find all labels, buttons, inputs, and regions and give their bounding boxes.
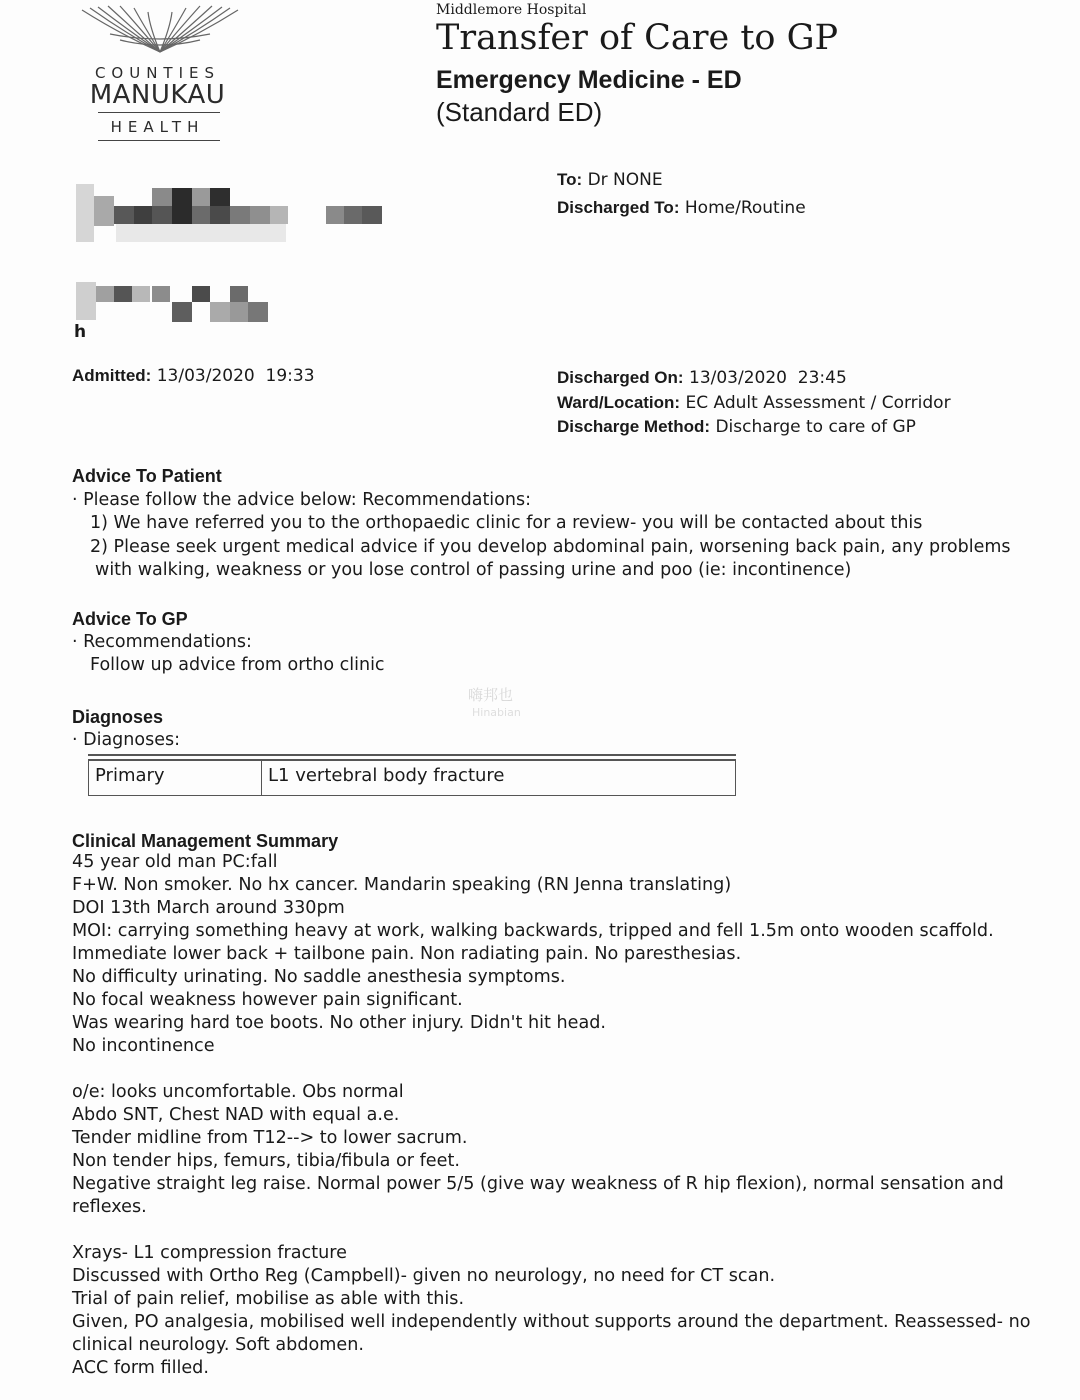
logo-divider — [98, 112, 220, 113]
ward-location-label: Ward/Location: — [557, 393, 681, 412]
redacted-patient-address — [76, 282, 276, 326]
ward-location-field — [557, 393, 951, 413]
clinical-line: No incontinence — [72, 1036, 215, 1056]
discharged-to-field — [557, 198, 806, 218]
admitted-field — [72, 366, 315, 386]
clinical-line: ACC form filled. — [72, 1358, 209, 1378]
clinical-line: Negative straight leg raise. Normal power 5/5 (give way weakness of R hip flexion), normal sensation and — [72, 1174, 1004, 1194]
diagnosis-type: Primary — [89, 758, 262, 796]
clinical-summary-body — [72, 851, 1031, 1380]
clinical-line: Abdo SNT, Chest NAD with equal a.e. — [72, 1105, 400, 1125]
clinical-summary-heading: Clinical Management Summary — [72, 831, 339, 851]
discharge-method-label: Discharge Method: — [557, 417, 711, 436]
diagnoses-heading: Diagnoses — [72, 707, 164, 727]
clinical-line: Discussed with Ortho Reg (Campbell)- given no neurology, no need for CT scan. — [72, 1266, 776, 1286]
admitted-value: 13/03/2020 19:33 — [156, 366, 315, 386]
advice-patient-line: · Please follow the advice below: Recommendations: — [72, 490, 531, 510]
to-label: To: — [557, 170, 583, 189]
advice-gp-line: · Recommendations: — [72, 632, 252, 652]
redacted-fragment: h — [74, 322, 87, 342]
discharged-to-value: Home/Routine — [684, 198, 806, 218]
advice-gp-line: Follow up advice from ortho clinic — [90, 655, 385, 675]
visit-type: (Standard ED) — [436, 97, 603, 127]
clinical-line: F+W. Non smoker. No hx cancer. Mandarin speaking (RN Jenna translating) — [72, 875, 732, 895]
discharge-method-value: Discharge to care of GP — [715, 417, 916, 437]
logo-divider — [98, 140, 220, 141]
ward-location-value: EC Adult Assessment / Corridor — [685, 393, 951, 413]
clinical-line: 45 year old man PC:fall — [72, 852, 278, 872]
advice-patient-line: 2) Please seek urgent medical advice if you develop abdominal pain, worsening back pain, any problems — [90, 537, 1011, 557]
discharged-on-field — [557, 368, 847, 388]
counties-manukau-logo — [70, 4, 245, 144]
advice-gp-heading: Advice To GP — [72, 609, 188, 629]
discharge-method-field — [557, 417, 916, 437]
diagnosis-description: L1 vertebral body fracture — [262, 758, 736, 796]
advice-patient-heading: Advice To Patient — [72, 466, 222, 486]
clinical-line: Tender midline from T12--> to lower sacrum. — [72, 1128, 468, 1148]
to-value: Dr NONE — [587, 170, 663, 190]
logo-text-counties: COUNTIES — [94, 64, 221, 82]
clinical-line: Trial of pain relief, mobilise as able with this. — [72, 1289, 465, 1309]
document-title: Transfer of Care to GP — [436, 18, 839, 58]
paragraph-gap — [72, 1219, 1031, 1242]
discharged-to-label: Discharged To: — [557, 198, 680, 217]
admitted-label: Admitted: — [72, 366, 152, 385]
advice-patient-line: 1) We have referred you to the orthopaedic clinic for a review- you will be contacted about this — [90, 513, 923, 533]
diagnoses-table — [88, 754, 736, 796]
advice-patient-line: with walking, weakness or you lose control of passing urine and poo (ie: incontinence) — [95, 560, 852, 580]
fern-emblem-icon — [80, 4, 240, 62]
discharged-on-label: Discharged On: — [557, 368, 684, 387]
logo-text-manukau: MANUKAU — [89, 80, 226, 110]
clinical-line: clinical neurology. Soft abdomen. — [72, 1335, 364, 1355]
clinical-line: o/e: looks uncomfortable. Obs normal — [72, 1082, 404, 1102]
clinical-line: No focal weakness however pain significant. — [72, 990, 463, 1010]
department-name: Emergency Medicine - ED — [436, 66, 742, 94]
redacted-patient-name — [76, 184, 386, 246]
hospital-name: Middlemore Hospital — [436, 2, 587, 18]
watermark-en: Hinabian — [472, 706, 521, 719]
paragraph-gap — [72, 1058, 1031, 1081]
clinical-line: MOI: carrying something heavy at work, walking backwards, tripped and fell 1.5m onto wooden scaffold. — [72, 921, 994, 941]
logo-text-health: HEALTH — [110, 118, 205, 136]
clinical-line: Xrays- L1 compression fracture — [72, 1243, 347, 1263]
clinical-line: No difficulty urinating. No saddle anesthesia symptoms. — [72, 967, 566, 987]
clinical-line: Given, PO analgesia, mobilised well independently without supports around the department. Reassessed- no — [72, 1312, 1031, 1332]
clinical-line: Non tender hips, femurs, tibia/fibula or feet. — [72, 1151, 460, 1171]
discharged-on-value: 13/03/2020 23:45 — [689, 368, 847, 388]
table-row — [89, 758, 736, 796]
diagnoses-sub: · Diagnoses: — [72, 730, 180, 750]
clinical-line: reflexes. — [72, 1197, 147, 1217]
clinical-line: DOI 13th March around 330pm — [72, 898, 345, 918]
to-field — [557, 170, 663, 190]
watermark-cn: 嗨邦也 — [468, 686, 514, 704]
clinical-line: Was wearing hard toe boots. No other injury. Didn't hit head. — [72, 1013, 606, 1033]
clinical-line: Immediate lower back + tailbone pain. Non radiating pain. No paresthesias. — [72, 944, 742, 964]
